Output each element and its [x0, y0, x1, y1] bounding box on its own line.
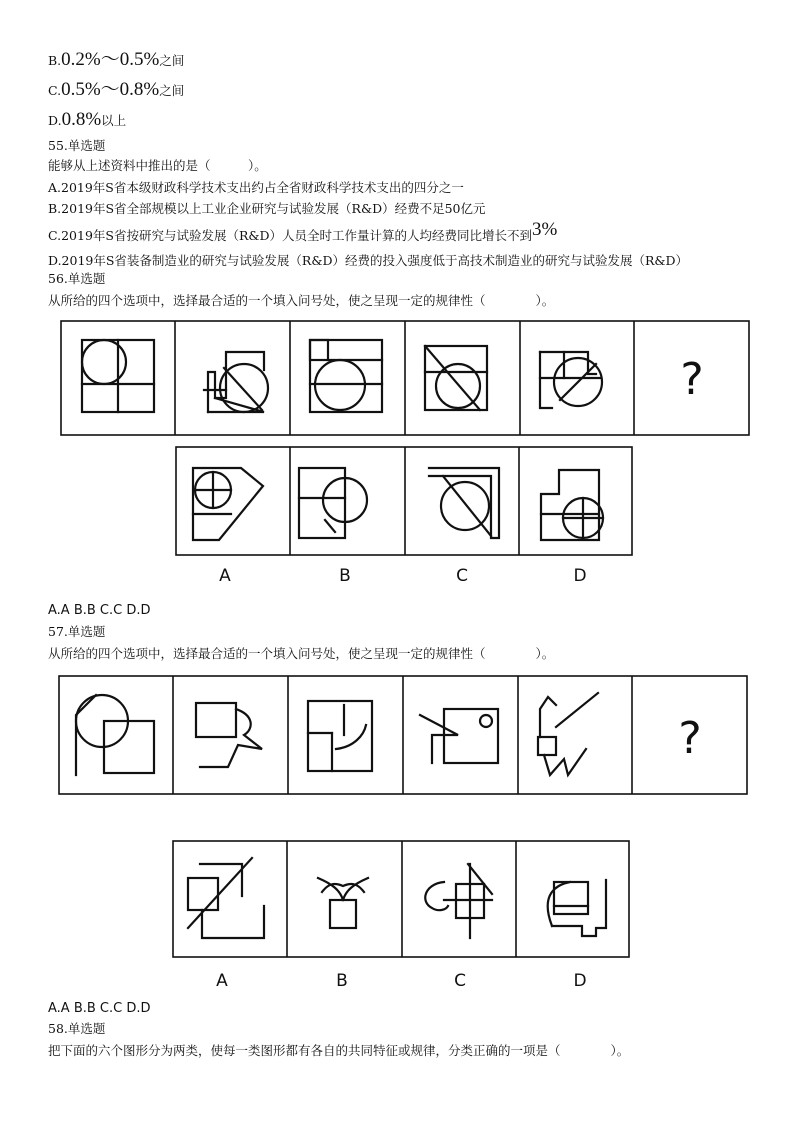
q56-options-panel: [175, 446, 635, 558]
q55-stem: 能够从上述资料中推出的是（ ）。: [48, 158, 267, 173]
q57-option-labels: [172, 964, 632, 994]
q56-option-d-figure[interactable]: [541, 470, 603, 540]
q57-label-c: C: [454, 971, 466, 991]
q54-option-d[interactable]: D.0.8%以上: [48, 109, 127, 130]
q57-figure-2: [196, 703, 262, 767]
q57-question-mark: ?: [678, 713, 702, 764]
q57-option-a-figure[interactable]: [188, 858, 264, 938]
q58-number: 58.单选题: [48, 1021, 106, 1036]
q57-figure-3: [308, 701, 372, 771]
q56-figure-4: [425, 346, 487, 410]
q57-stem: 从所给的四个选项中，选择最合适的一个填入问号处，使之呈现一定的规律性（ ）。: [48, 646, 555, 661]
q54-option-c[interactable]: C.0.5%～0.8%之间: [48, 79, 185, 100]
q54-option-b[interactable]: B.0.2%～0.5%之间: [48, 49, 185, 70]
q57-option-c-figure[interactable]: [425, 864, 492, 938]
q56-number: 56.单选题: [48, 271, 106, 286]
q56-answer-choices[interactable]: A.A B.B C.C D.D: [48, 603, 151, 618]
q57-options-panel: [172, 840, 632, 960]
q57-figure-4: [420, 709, 498, 763]
q56-option-labels: [175, 560, 635, 590]
q56-stem: 从所给的四个选项中，选择最合适的一个填入问号处，使之呈现一定的规律性（ ）。: [48, 293, 555, 308]
q56-option-c-figure[interactable]: [429, 468, 499, 538]
q56-option-a-figure[interactable]: [193, 468, 263, 540]
q57-answer-choices[interactable]: A.A B.B C.C D.D: [48, 1001, 151, 1016]
q56-figure-2: [204, 352, 268, 412]
q56-label-d: D: [573, 566, 587, 586]
q57-sequence-panel: [58, 675, 748, 799]
q57-figure-5: [538, 693, 598, 775]
q55-option-d[interactable]: D.2019年S省装备制造业的研究与试验发展（R&D）经费的投入强度低于高技术制造业的研究与试验发展（R&D）: [48, 253, 689, 268]
q57-label-d: D: [573, 971, 587, 991]
q55-option-c[interactable]: C.2019年S省按研究与试验发展（R&D）人员全时工作量计算的人均经费同比增长不到3%: [48, 219, 558, 243]
q56-sequence-panel: [60, 320, 750, 440]
q57-option-b-figure[interactable]: [318, 878, 368, 928]
q56-label-a: A: [219, 566, 231, 586]
q57-option-d-figure[interactable]: [548, 880, 606, 936]
q56-figure-3: [310, 340, 382, 412]
q56-figure-1: [82, 340, 154, 412]
q55-option-b[interactable]: B.2019年S省全部规模以上工业企业研究与试验发展（R&D）经费不足50亿元: [48, 201, 486, 216]
q56-label-b: B: [339, 566, 351, 586]
q56-figure-5: [540, 352, 602, 408]
q55-number: 55.单选题: [48, 138, 106, 153]
q56-question-mark: ?: [680, 354, 704, 405]
q57-label-b: B: [336, 971, 348, 991]
q56-option-b-figure[interactable]: [299, 468, 367, 538]
q55-option-a[interactable]: A.2019年S省本级财政科学技术支出约占全省财政科学技术支出的四分之一: [48, 180, 464, 195]
q57-number: 57.单选题: [48, 624, 106, 639]
q57-label-a: A: [216, 971, 228, 991]
q56-label-c: C: [456, 566, 468, 586]
q57-figure-1: [76, 695, 154, 775]
q58-stem: 把下面的六个图形分为两类，使每一类图形都有各自的共同特征或规律，分类正确的一项是（ ）。: [48, 1043, 630, 1058]
